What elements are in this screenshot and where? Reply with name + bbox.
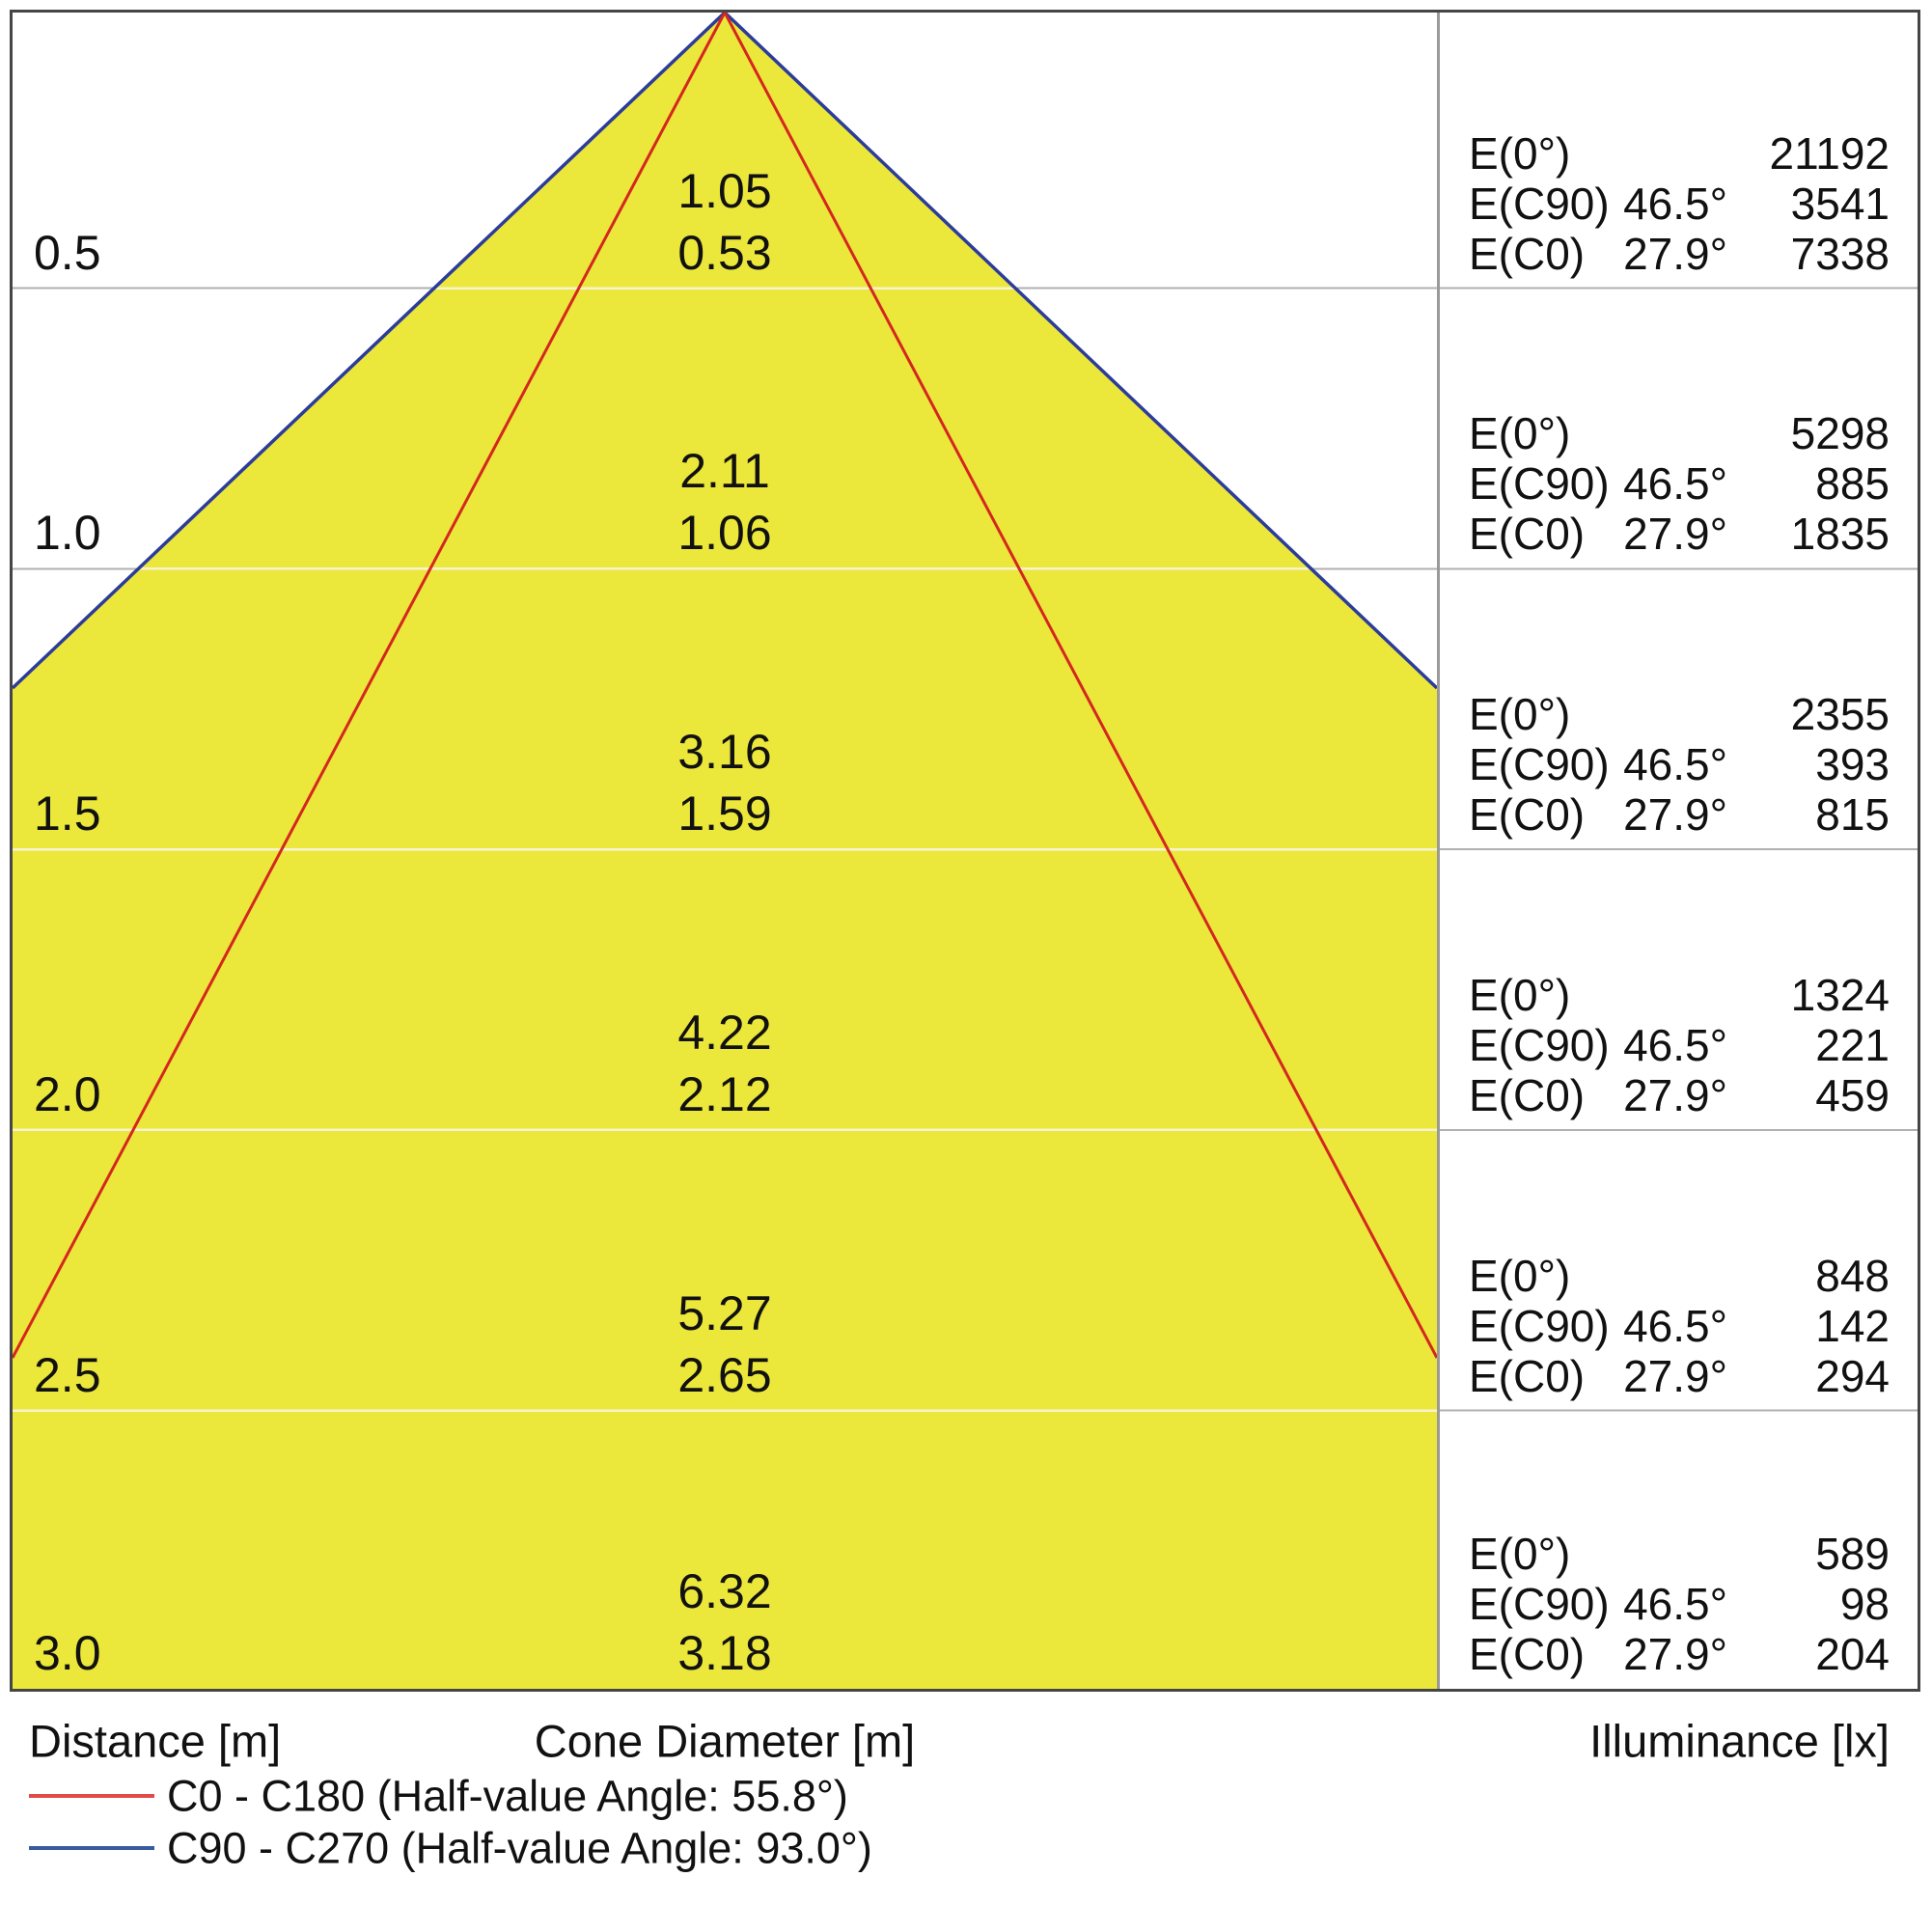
- c0-c180-legend-line: [29, 1794, 154, 1798]
- cone-diameter-c0-value: 1.59: [677, 787, 772, 842]
- ec90-label: E(C90): [1469, 1300, 1610, 1351]
- ec90-angle: 46.5°: [1623, 458, 1727, 510]
- e0-label: E(0°): [1469, 127, 1571, 179]
- e0-value: 2355: [1790, 689, 1890, 740]
- cone-diameter-c0-value: 2.65: [677, 1347, 772, 1402]
- e0-value: 21192: [1769, 127, 1890, 179]
- cone-diameter-c90-value: 6.32: [677, 1563, 772, 1618]
- e0-label: E(0°): [1469, 1528, 1571, 1579]
- ec0-value: 294: [1815, 1350, 1890, 1401]
- ec90-label: E(C90): [1469, 1578, 1610, 1629]
- distance-axis-title: Distance [m]: [29, 1715, 282, 1767]
- ec0-label: E(C0): [1469, 1628, 1586, 1679]
- cone-diameter-c0-value: 1.06: [677, 506, 772, 561]
- ec0-label: E(C0): [1469, 1350, 1586, 1401]
- ec0-label: E(C0): [1469, 789, 1586, 841]
- cone-diameter-c0-value: 3.18: [677, 1625, 772, 1680]
- distance-label: 3.0: [34, 1625, 101, 1680]
- ec90-angle: 46.5°: [1623, 1300, 1727, 1351]
- ec90-angle: 46.5°: [1623, 178, 1727, 229]
- ec90-angle: 46.5°: [1623, 1578, 1727, 1629]
- ec0-angle: 27.9°: [1623, 789, 1727, 841]
- ec0-angle: 27.9°: [1623, 1350, 1727, 1401]
- distance-label: 2.5: [34, 1347, 101, 1402]
- ec90-angle: 46.5°: [1623, 739, 1727, 790]
- cone-diameter-c90-value: 1.05: [677, 163, 772, 218]
- distance-label: 1.5: [34, 787, 101, 842]
- ec90-value: 3541: [1790, 178, 1890, 229]
- distance-label: 1.0: [34, 506, 101, 561]
- ec90-label: E(C90): [1469, 178, 1610, 229]
- cone-diameter-c90-value: 5.27: [677, 1285, 772, 1340]
- ec0-angle: 27.9°: [1623, 228, 1727, 279]
- cone-diameter-c0-value: 2.12: [677, 1066, 772, 1121]
- e0-value: 589: [1815, 1528, 1890, 1579]
- ec0-angle: 27.9°: [1623, 1069, 1727, 1120]
- e0-label: E(0°): [1469, 1250, 1571, 1301]
- e0-label: E(0°): [1469, 689, 1571, 740]
- e0-label: E(0°): [1469, 969, 1571, 1020]
- ec0-value: 459: [1815, 1069, 1890, 1120]
- e0-value: 1324: [1790, 969, 1890, 1020]
- cone-diameter-axis-title: Cone Diameter [m]: [534, 1715, 916, 1767]
- cone-diameter-c90-value: 4.22: [677, 1005, 772, 1060]
- cone-diameter-c90-value: 3.16: [677, 725, 772, 780]
- ec0-label: E(C0): [1469, 228, 1586, 279]
- ec0-label: E(C0): [1469, 509, 1586, 560]
- ec90-label: E(C90): [1469, 1019, 1610, 1070]
- c90-c270-legend-line: [29, 1846, 154, 1850]
- distance-label: 2.0: [34, 1066, 101, 1121]
- ec0-angle: 27.9°: [1623, 509, 1727, 560]
- ec90-value: 221: [1815, 1019, 1890, 1070]
- ec90-value: 142: [1815, 1300, 1890, 1351]
- c0-c180-legend-label: C0 - C180 (Half-value Angle: 55.8°): [167, 1771, 848, 1821]
- ec90-value: 393: [1815, 739, 1890, 790]
- illuminance-axis-title: Illuminance [lx]: [1589, 1715, 1890, 1767]
- e0-label: E(0°): [1469, 408, 1571, 459]
- ec90-label: E(C90): [1469, 739, 1610, 790]
- cone-diameter-c90-value: 2.11: [679, 444, 770, 499]
- ec0-value: 7338: [1790, 228, 1890, 279]
- ec90-value: 98: [1839, 1578, 1890, 1629]
- c90-c270-legend-label: C90 - C270 (Half-value Angle: 93.0°): [167, 1823, 872, 1873]
- e0-value: 848: [1815, 1250, 1890, 1301]
- ec0-value: 204: [1815, 1628, 1890, 1679]
- ec90-angle: 46.5°: [1623, 1019, 1727, 1070]
- cone-diameter-c0-value: 0.53: [677, 225, 772, 280]
- e0-value: 5298: [1790, 408, 1890, 459]
- ec0-angle: 27.9°: [1623, 1628, 1727, 1679]
- ec0-value: 815: [1815, 789, 1890, 841]
- ec90-value: 885: [1815, 458, 1890, 510]
- ec0-value: 1835: [1790, 509, 1890, 560]
- ec90-label: E(C90): [1469, 458, 1610, 510]
- ec0-label: E(C0): [1469, 1069, 1586, 1120]
- distance-label: 0.5: [34, 225, 101, 280]
